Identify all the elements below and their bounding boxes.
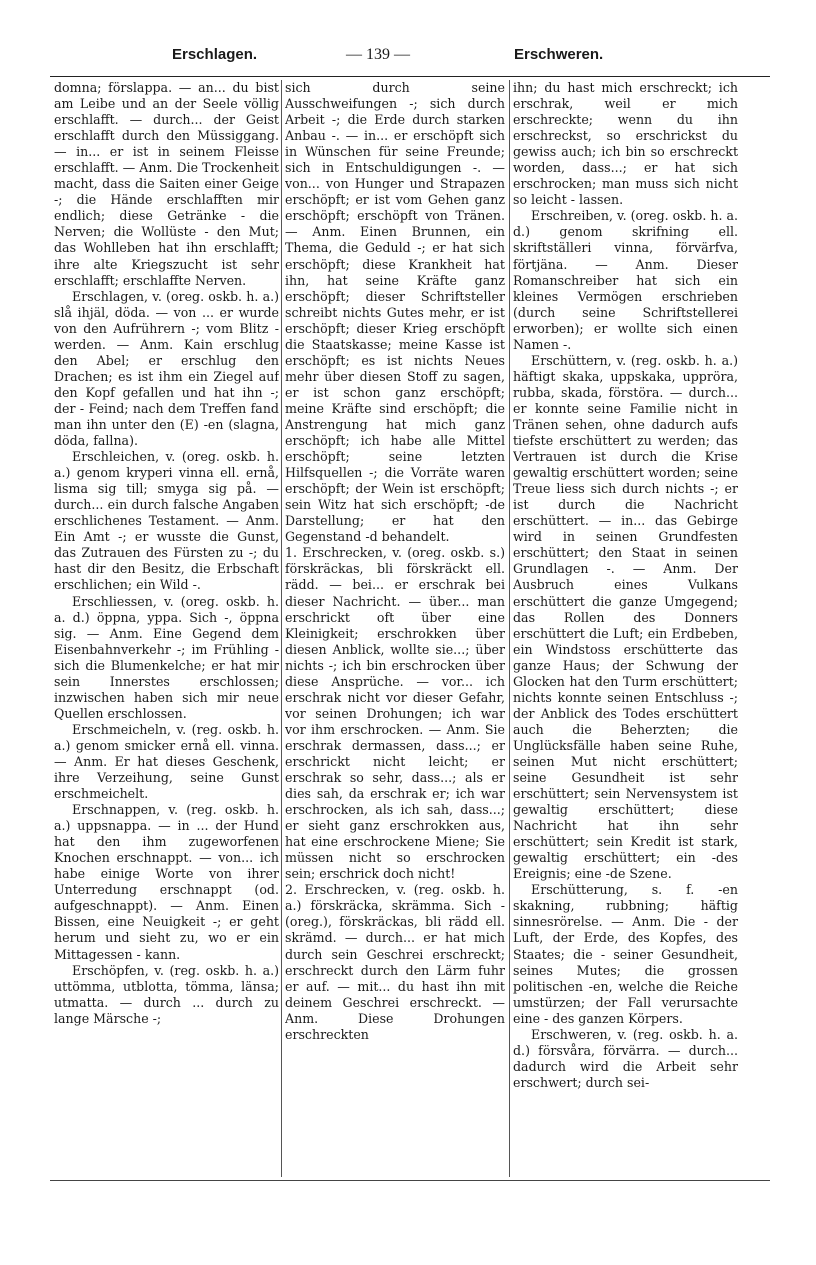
dictionary-entry: Erschöpfen, v. (reg. oskb. h. a.) uttömma, utblotta, tömma, länsa; utmatta. — durch ... durch zu lange Märsche -; <box>54 962 279 1026</box>
dictionary-entry: 2. Erschrecken, v. (reg. oskb. h. a.) förskräcka, skrämma. Sich - (oreg.), förskräckas, bli rädd ell. skrämd. — durch... er hat mich durch sein Geschrei erschreckt; erschreckt durch den Lärm fuhr er auf. — mit... du hast ihn mit deinem Geschrei erschreckt. — Anm. Diese Drohungen erschreckten <box>285 882 505 1042</box>
header-last-word: Erschweren. <box>514 46 604 63</box>
dictionary-entry: Erschreiben, v. (oreg. oskb. h. a. d.) genom skrifning ell. skriftställeri vinna, förvärfva, förtjäna. — Anm. Dieser Romanschreiber hat sich ein kleines Vermögen erschrieben (durch seine Schriftstellerei erworben); er wollte sich einen Namen -. <box>513 208 738 352</box>
column-divider <box>509 80 510 1177</box>
dictionary-entry: Erschmeicheln, v. (reg. oskb. h. a.) genom smicker ernå ell. vinna. — Anm. Er hat dieses Geschenk, ihre Verzeihung, seine Gunst erschmeichelt. <box>54 721 279 802</box>
dictionary-entry: Erschweren, v. (reg. oskb. h. a. d.) försvåra, förvärra. — durch... dadurch wird die Arbeit sehr erschwert; durch sei- <box>513 1026 738 1090</box>
column-divider <box>281 80 282 1177</box>
page-number: — 139 — <box>346 46 410 63</box>
header-first-word: Erschlagen. <box>172 46 258 63</box>
entry-continuation: sich durch seine Ausschweifungen -; sich durch Arbeit -; die Erde durch starken Anbau -. — in... er erschöpft sich in Wünschen für seine Freunde; sich in Entschuldigungen -. — von... von Hunger und Strapazen erschöpft; er ist vom Gehen ganz erschöpft; erschöpft von Tränen. — Anm. Einen Brunnen, ein Thema, die Geduld -; er hat sich erschöpft; diese Krankheit hat ihn, hat seine Kräfte ganz erschöpft; dieser Schriftsteller schreibt nichts Gutes mehr, er ist erschöpft; dieser Krieg erschöpft die Staatskasse; meine Kasse ist erschöpft; es ist nichts Neues mehr über diesen Stoff zu sagen, er ist schon ganz erschöpft; meine Kräfte sind erschöpft; die Anstrengung hat mich ganz erschöpft; ich habe alle Mittel erschöpft; seine letzten Hilfsquellen -; die Vorräte waren erschöpft; der Wein ist erschöpft; sein Witz hat sich erschöpft; -de Darstellung; er hat den Gegenstand -d behandelt. <box>285 80 505 545</box>
dictionary-entry: Erschüttern, v. (reg. oskb. h. a.) häftigt skaka, uppskaka, uppröra, rubba, skada, förstöra. — durch... er konnte seine Familie nicht in Tränen sehen, ohne dadurch aufs tiefste erschüttert zu werden; das Vertrauen ist durch die Krise gewaltig erschüttert worden; seine Treue liess sich durch nichts -; er ist durch die Nachricht erschüttert. — in... das Gebirge wird in seinen Grundfesten erschüttert; den Staat in seinen Grundlagen -. — Anm. Der Ausbruch eines Vulkans erschüttert die ganze Umgegend; das Rollen des Donners erschüttert die Luft; ein Erdbeben, ein Windstoss erschütterte das ganze Haus; der Schwung der Glocken hat den Turm erschüttert; nichts konnte seinen Entschluss -; der Anblick des Todes erschüttert auch die Beherzten; die Unglücksfälle haben seine Ruhe, seinen Mut nicht erschüttert; seine Gesundheit ist sehr erschüttert; sein Nervensystem ist gewaltig erschüttert; diese Nachricht hat ihn sehr erschüttert; sein Kredit ist stark, gewaltig erschüttert; ein -des Ereignis; eine -de Szene. <box>513 352 738 882</box>
column-middle <box>285 80 505 1180</box>
entry-continuation: ihn; du hast mich erschreckt; ich erschrak, weil er mich erschreckte; wenn du ihn erschreckst, so erschrickst du gewiss auch; ich bin so erschreckt worden, dass...; er hat sich erschrocken; man muss sich nicht so leicht - lassen. <box>513 80 738 208</box>
entry-continuation: domna; förslappa. — an... du bist am Leibe und an der Seele völlig erschlafft. — durch... der Geist erschlafft durch den Müssiggang. — in... er ist in seinem Fleisse erschlafft. — Anm. Die Trockenheit macht, dass die Saiten einer Geige -; die Hände erschlafften mir endlich; diese Getränke - die Nerven; die Wollüste - den Mut; das Wohlleben hat ihn erschlafft; ihre alte Kriegszucht ist sehr erschlafft; erschlaffte Nerven. <box>54 80 279 288</box>
dictionary-entry: 1. Erschrecken, v. (oreg. oskb. s.) förskräckas, bli förskräckt ell. rädd. — bei... er erschrak bei dieser Nachricht. — über... man erschrickt oft über eine Kleinigkeit; erschrokken über diesen Anblick, wollte sie...; über nichts -; ich bin erschrocken über diese Ansprüche. — vor... ich erschrak nicht vor dieser Gefahr, vor seinen Drohungen; ich war vor ihm erschrocken. — Anm. Sie erschrak dermassen, dass...; er erschrickt nicht leicht; er erschrak so sehr, dass...; als er dies sah, da erschrak er; ich war erschrocken, als ich sah, dass...; er sieht ganz erschrokken aus, hat eine erschrockene Miene; Sie müssen nicht so erschrocken sein; erschrick doch nicht! <box>285 545 505 882</box>
page-header <box>50 36 770 72</box>
dictionary-entry: Erschlagen, v. (oreg. oskb. h. a.) slå ihjäl, döda. — von ... er wurde von den Aufrührern -; vom Blitz - werden. — Anm. Kain erschlug den Abel; er erschlug den Drachen; es ist ihm ein Ziegel auf den Kopf gefallen und hat ihn -; der - Feind; nach dem Treffen fand man ihn unter den (E) -en (slagna, döda, fallna). <box>54 288 279 449</box>
column-left <box>54 80 279 1180</box>
footer-rule <box>50 1180 770 1181</box>
dictionary-entry: Erschütterung, s. f. -en skakning, rubbning; häftig sinnesrörelse. — Anm. Die - der Luft, der Erde, des Kopfes, des Staates; die - seiner Gesundheit, seines Mutes; die grossen politischen -en, welche die Reiche umstürzen; der Fall verursachte eine - des ganzen Körpers. <box>513 882 738 1026</box>
dictionary-entry: Erschleichen, v. (oreg. oskb. h. a.) genom kryperi vinna ell. ernå, lisma sig till; smyga sig på. — durch... ein durch falsche Angaben erschlichenes Testament. — Anm. Ein Amt -; er wusste die Gunst, das Zutrauen des Fürsten zu -; du hast dir den Besitz, die Erbschaft erschlichen; ein Wild -. <box>54 449 279 593</box>
header-rule <box>50 76 770 77</box>
dictionary-entry: Erschnappen, v. (reg. oskb. h. a.) uppsnappa. — in ... der Hund hat den ihm zugeworfenen Knochen erschnappt. — von... ich habe einige Worte von ihrer Unterredung erschnappt (od. aufgeschnappt). — Anm. Einen Bissen, eine Neuigkeit -; er geht herum und sieht zu, wo er ein Mittagessen - kann. <box>54 802 279 962</box>
dictionary-entry: Erschliessen, v. (oreg. oskb. h. a. d.) öppna, yppa. Sich -, öppna sig. — Anm. Eine Gegend dem Eisenbahnverkehr -; im Frühling - sich die Blumenkelche; er hat mir sein Innerstes erschlossen; inzwischen haben sich mir neue Quellen erschlossen. <box>54 593 279 721</box>
column-right <box>513 80 738 1180</box>
